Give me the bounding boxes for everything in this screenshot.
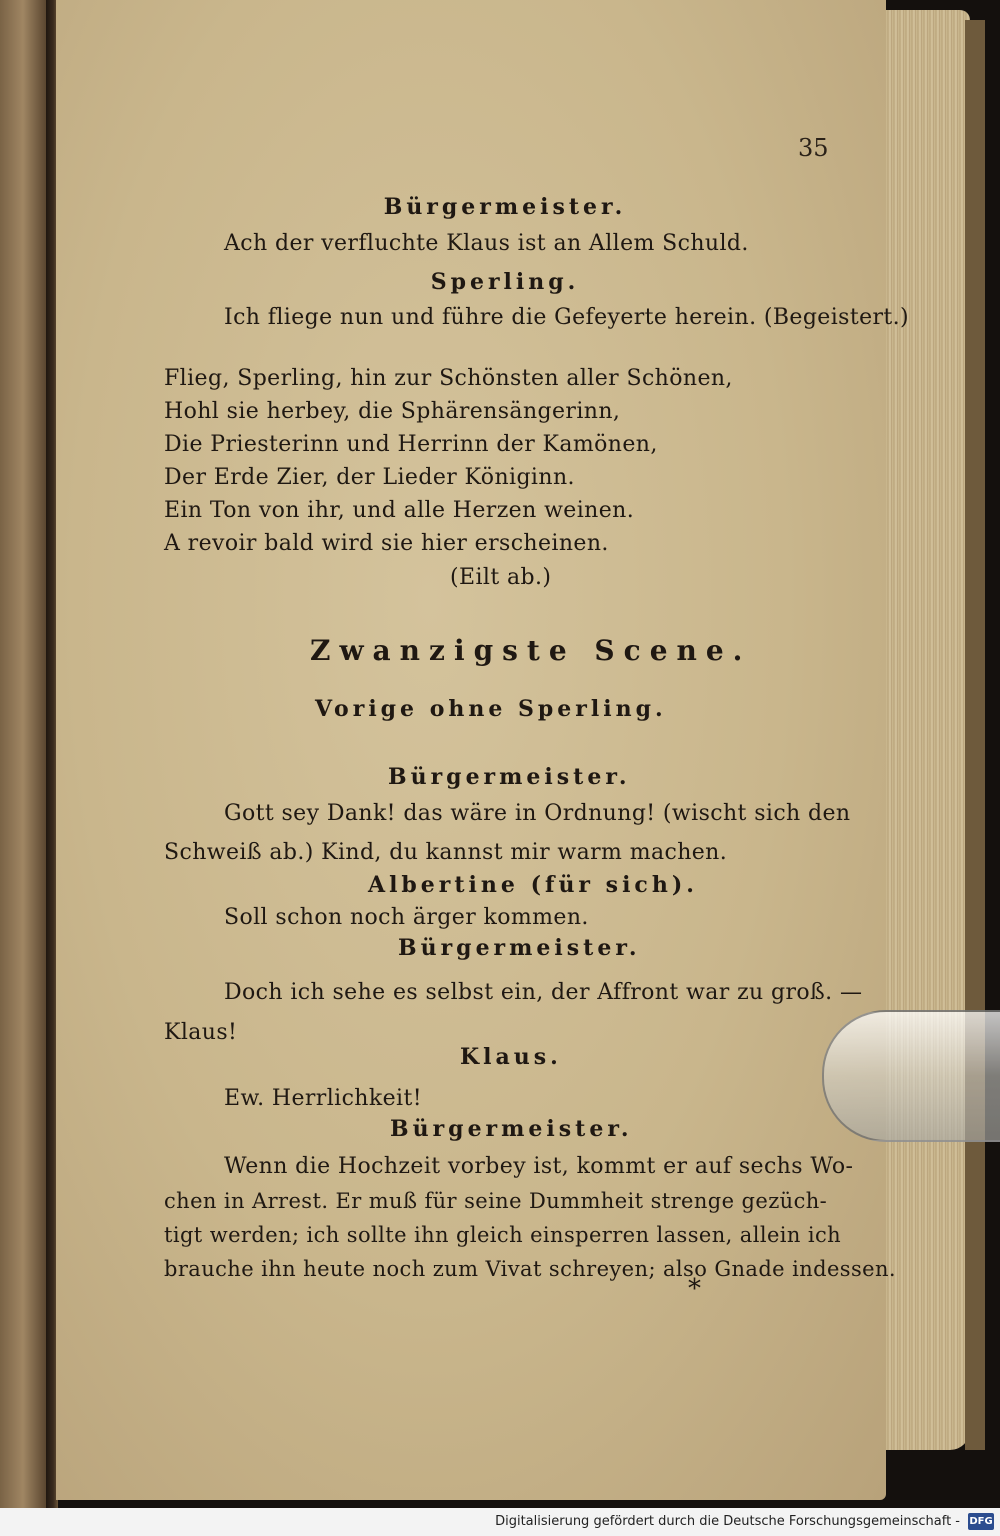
verse-line: Die Priesterinn und Herrinn der Kamönen, bbox=[164, 432, 658, 457]
speech-line: Doch ich sehe es selbst ein, der Affront war zu groß. — bbox=[224, 980, 863, 1005]
page-clamp bbox=[822, 1010, 1000, 1142]
verse-line: Ein Ton von ihr, und alle Herzen weinen. bbox=[164, 498, 635, 523]
footer-bar bbox=[0, 1508, 1000, 1536]
speaker-heading: Bürgermeister. bbox=[398, 935, 641, 961]
speaker-heading: Bürgermeister. bbox=[388, 764, 631, 790]
speech-line: Schweiß ab.) Kind, du kannst mir warm machen. bbox=[164, 840, 728, 865]
book-cover-board bbox=[965, 20, 985, 1450]
speech-line: Wenn die Hochzeit vorbey ist, kommt er auf sechs Wo- bbox=[224, 1154, 854, 1179]
speaker-heading: Bürgermeister. bbox=[390, 1116, 633, 1142]
page-number: 35 bbox=[798, 134, 829, 162]
speech-line: brauche ihn heute noch zum Vivat schreyen; also Gnade indessen. bbox=[164, 1257, 896, 1281]
verse-line: Der Erde Zier, der Lieder Königinn. bbox=[164, 465, 575, 490]
speech-line: chen in Arrest. Er muß für seine Dummheit strenge gezüch- bbox=[164, 1189, 828, 1213]
verse-line: A revoir bald wird sie hier erscheinen. bbox=[164, 531, 609, 556]
speech-line: tigt werden; ich sollte ihn gleich einsperren lassen, allein ich bbox=[164, 1223, 842, 1247]
speech-line: Ach der verfluchte Klaus ist an Allem Schuld. bbox=[224, 231, 749, 256]
speech-line: Klaus! bbox=[164, 1020, 238, 1045]
speech-line: Ich fliege nun und führe die Gefeyerte herein. (Begeistert.) bbox=[224, 305, 910, 330]
speaker-heading: Albertine (für sich). bbox=[368, 872, 698, 898]
page-edges-stack bbox=[880, 10, 970, 1450]
facing-page-edge bbox=[0, 0, 46, 1536]
verse-line: Hohl sie herbey, die Sphärensängerinn, bbox=[164, 399, 621, 424]
speech-line: Gott sey Dank! das wäre in Ordnung! (wischt sich den bbox=[224, 801, 851, 826]
speech-line: Soll schon noch ärger kommen. bbox=[224, 905, 589, 930]
speaker-heading: Bürgermeister. bbox=[383, 194, 627, 220]
stage-direction: (Eilt ab.) bbox=[450, 565, 552, 590]
funding-notice: Digitalisierung gefördert durch die Deutsche Forschungsgemeinschaft - bbox=[495, 1514, 960, 1529]
signature-mark: * bbox=[688, 1274, 701, 1304]
verse-line: Flieg, Sperling, hin zur Schönsten aller Schönen, bbox=[164, 366, 733, 391]
cast-line: Vorige ohne Sperling. bbox=[315, 696, 667, 722]
dfg-logo: DFG bbox=[968, 1513, 994, 1530]
speaker-heading: Sperling. bbox=[430, 269, 580, 295]
scene-title: Zwanzigste Scene. bbox=[310, 634, 752, 667]
speaker-heading: Klaus. bbox=[460, 1044, 562, 1070]
speech-line: Ew. Herrlichkeit! bbox=[224, 1086, 422, 1111]
